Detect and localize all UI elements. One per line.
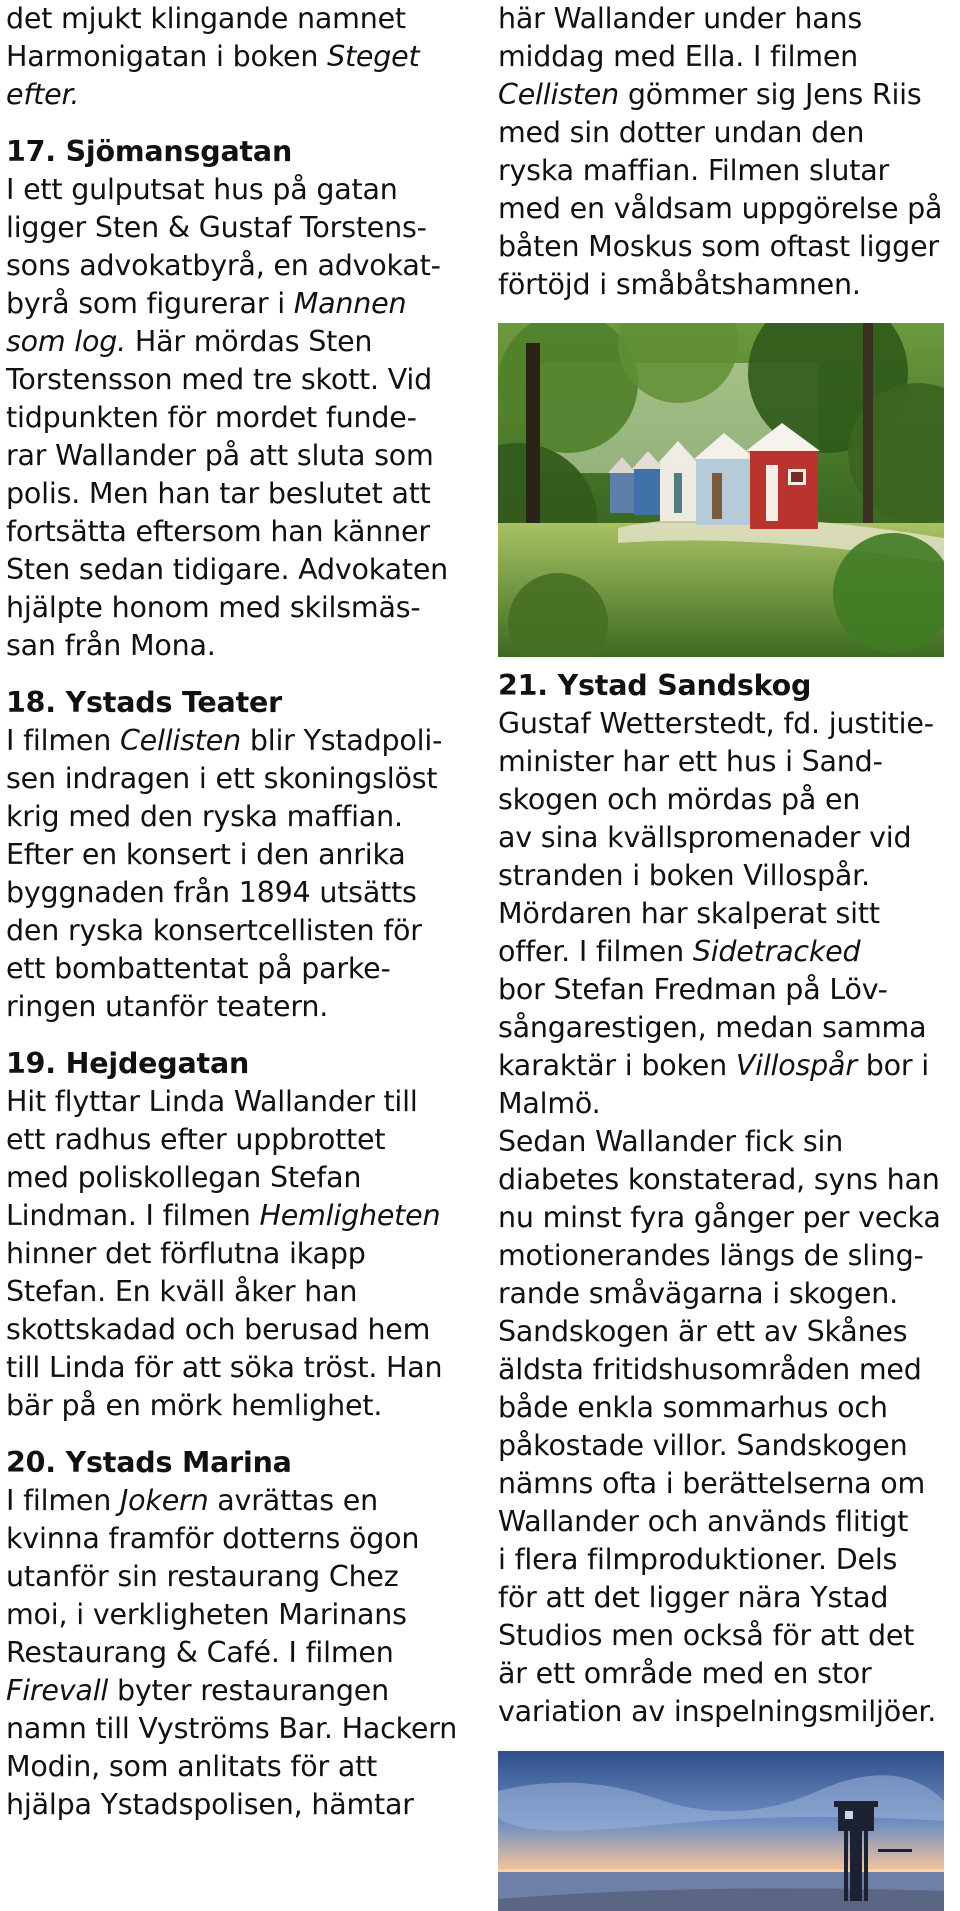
text-run: med poliskollegan Stefan [6, 1161, 362, 1194]
text-run: Stefan. En kväll åker han [6, 1275, 358, 1308]
section-heading [498, 667, 954, 705]
text-run: hjälpte honom med skilsmäs- [6, 591, 421, 624]
text-run: för att det ligger nära Ystad [498, 1581, 889, 1614]
text-line [6, 1748, 488, 1786]
text-run: avrättas en [208, 1484, 378, 1517]
text-run: Sandskogen är ett av Skånes [498, 1315, 908, 1348]
italic-title: efter. [6, 78, 80, 111]
text-run: utanför sin restaurang Chez [6, 1560, 399, 1593]
text-line [498, 1123, 954, 1161]
text-line [498, 1313, 954, 1351]
text-run: med sin dotter undan den [498, 116, 865, 149]
text-run: Lindman. I filmen [6, 1199, 260, 1232]
text-line [498, 1009, 954, 1047]
text-line [498, 1047, 954, 1085]
text-line [6, 1083, 488, 1121]
text-run: diabetes konstaterad, syns han [498, 1163, 940, 1196]
text-run: Wallander och används flitigt [498, 1505, 909, 1538]
text-line [6, 1387, 488, 1425]
italic-title: Firevall [6, 1674, 109, 1707]
text-run: förtöjd i småbåtshamnen. [498, 268, 861, 301]
text-run: till Linda för att söka tröst. Han [6, 1351, 443, 1384]
text-line [6, 323, 488, 361]
text-run: är ett område med en stor [498, 1657, 872, 1690]
text-line [6, 247, 488, 285]
text-run: Hit flyttar Linda Wallander till [6, 1085, 418, 1118]
text-run: Sedan Wallander fick sin [498, 1125, 844, 1158]
text-run: Gustaf Wetterstedt, fd. justitie- [498, 707, 934, 740]
text-run: bor i [856, 1049, 929, 1082]
text-run: 21. Ystad Sandskog [498, 669, 812, 702]
text-line [498, 114, 954, 152]
text-line [6, 1273, 488, 1311]
right-column-bottom-text [498, 667, 954, 1731]
text-run: Här mördas Sten [126, 325, 373, 358]
paragraph-gap [6, 1026, 488, 1045]
text-line [498, 1085, 954, 1123]
text-run: byrå som figurerar i [6, 287, 294, 320]
text-line [498, 152, 954, 190]
text-line [6, 627, 488, 665]
text-line [498, 857, 954, 895]
text-line [6, 1121, 488, 1159]
text-line [498, 228, 954, 266]
text-run: både enkla sommarhus och [498, 1391, 888, 1424]
text-line [498, 1161, 954, 1199]
text-run: krig med den ryska maffian. [6, 800, 403, 833]
text-line [498, 1237, 954, 1275]
text-run: byter restaurangen [108, 1674, 389, 1707]
text-line [6, 513, 488, 551]
text-run: ligger Sten & Gustaf Torstens- [6, 211, 427, 244]
text-run: middag med Ella. I filmen [498, 40, 859, 73]
text-line [6, 1672, 488, 1710]
text-run: sångarestigen, medan samma [498, 1011, 927, 1044]
text-line [498, 1199, 954, 1237]
text-run: hinner det förflutna ikapp [6, 1237, 366, 1270]
text-run: Harmonigatan i boken [6, 40, 328, 73]
text-run: Sten sedan tidigare. Advokaten [6, 553, 449, 586]
text-line [6, 988, 488, 1026]
text-run: fortsätta eftersom han känner [6, 515, 430, 548]
text-line [6, 399, 488, 437]
italic-title: Steget [327, 40, 420, 73]
text-run: det mjukt klingande namnet [6, 2, 406, 35]
section-heading [6, 133, 488, 171]
italic-title: som log. [6, 325, 127, 358]
italic-title: Sidetracked [692, 935, 861, 968]
text-run: bor Stefan Fredman på Löv- [498, 973, 888, 1006]
text-line [6, 1197, 488, 1235]
text-line [6, 475, 488, 513]
text-line [498, 1351, 954, 1389]
italic-title: Cellisten [119, 724, 241, 757]
italic-title: Hemligheten [259, 1199, 441, 1232]
text-line [498, 705, 954, 743]
text-run: karaktär i boken [498, 1049, 736, 1082]
text-run: Malmö. [498, 1087, 601, 1120]
paragraph-gap [6, 1425, 488, 1444]
text-line [6, 1596, 488, 1634]
text-line [6, 1710, 488, 1748]
text-run: nämns ofta i berättelserna om [498, 1467, 926, 1500]
text-line [498, 1693, 954, 1731]
text-run: Efter en konsert i den anrika [6, 838, 406, 871]
text-run: av sina kvällspromenader vid [498, 821, 912, 854]
text-line [6, 437, 488, 475]
text-run: ett radhus efter uppbrottet [6, 1123, 386, 1156]
text-line [498, 0, 954, 38]
text-line [6, 1311, 488, 1349]
text-run: 17. Sjömansgatan [6, 135, 293, 168]
text-line [6, 1634, 488, 1672]
text-run: rande småvägarna i skogen. [498, 1277, 898, 1310]
text-run: 19. Hejdegatan [6, 1047, 250, 1080]
text-line [6, 1786, 488, 1824]
paragraph-gap [6, 114, 488, 133]
text-line [498, 1579, 954, 1617]
italic-title: Jokern [119, 1484, 209, 1517]
text-line [498, 1427, 954, 1465]
text-run: båten Moskus som oftast ligger [498, 230, 939, 263]
text-line [6, 950, 488, 988]
text-run: ett bombattentat på parke- [6, 952, 391, 985]
text-line [6, 551, 488, 589]
text-line [498, 1655, 954, 1693]
text-run: sen indragen i ett skoningslöst [6, 762, 438, 795]
text-line [498, 1541, 954, 1579]
text-line [6, 836, 488, 874]
sunset-lifeguard-tower-photo [498, 1751, 944, 1911]
text-run: nu minst fyra gånger per vecka [498, 1201, 941, 1234]
text-line [498, 743, 954, 781]
paragraph-gap [6, 665, 488, 684]
text-line [6, 589, 488, 627]
text-run: I filmen [6, 724, 120, 757]
text-line [6, 171, 488, 209]
italic-title: Villospår [735, 1049, 857, 1082]
text-line [498, 1465, 954, 1503]
text-line [6, 1482, 488, 1520]
italic-title: Mannen [293, 287, 407, 320]
text-run: variation av inspelningsmiljöer. [498, 1695, 937, 1728]
text-line [6, 1159, 488, 1197]
text-run: san från Mona. [6, 629, 216, 662]
text-line [498, 781, 954, 819]
text-run: 18. Ystads Teater [6, 686, 282, 719]
text-run: den ryska konsertcellisten för [6, 914, 422, 947]
text-line [498, 1617, 954, 1655]
text-line [6, 722, 488, 760]
text-run: bär på en mörk hemlighet. [6, 1389, 383, 1422]
text-run: Modin, som anlitats för att [6, 1750, 378, 1783]
text-run: sons advokatbyrå, en advokat- [6, 249, 441, 282]
right-column-top-text [498, 0, 954, 304]
text-line [6, 0, 488, 38]
text-line [498, 819, 954, 857]
text-run: skogen och mördas på en [498, 783, 861, 816]
text-run: Restaurang & Café. I filmen [6, 1636, 394, 1669]
section-heading [6, 1045, 488, 1083]
text-run: med en våldsam uppgörelse på [498, 192, 943, 225]
text-run: gömmer sig Jens Riis [619, 78, 922, 111]
text-run: I filmen [6, 1484, 120, 1517]
right-column [498, 0, 954, 1911]
text-run: tidpunkten för mordet funde- [6, 401, 417, 434]
text-run: kvinna framför dotterns ögon [6, 1522, 420, 1555]
left-column [6, 0, 488, 1824]
text-run: här Wallander under hans [498, 2, 863, 35]
beach-huts-photo [498, 323, 944, 657]
text-run: blir Ystadpoli- [240, 724, 443, 757]
text-run: namn till Vyströms Bar. Hackern [6, 1712, 458, 1745]
text-line [6, 760, 488, 798]
text-run: I ett gulputsat hus på gatan [6, 173, 398, 206]
section-heading [6, 1444, 488, 1482]
text-line [498, 1275, 954, 1313]
text-line [498, 1389, 954, 1427]
text-line [498, 971, 954, 1009]
text-line [6, 1558, 488, 1596]
text-line [6, 285, 488, 323]
text-run: minister har ett hus i Sand- [498, 745, 883, 778]
italic-title: Cellisten [498, 78, 620, 111]
text-run: påkostade villor. Sandskogen [498, 1429, 908, 1462]
text-line [498, 1503, 954, 1541]
text-line [6, 361, 488, 399]
text-run: motionerandes längs de sling- [498, 1239, 924, 1272]
text-run: skottskadad och berusad hem [6, 1313, 431, 1346]
text-line [6, 1235, 488, 1273]
text-line [6, 76, 488, 114]
text-run: moi, i verkligheten Marinans [6, 1598, 407, 1631]
text-run: äldsta fritidshusområden med [498, 1353, 922, 1386]
text-line [498, 933, 954, 971]
text-run: i flera filmproduktioner. Dels [498, 1543, 898, 1576]
text-line [6, 209, 488, 247]
text-run: rar Wallander på att sluta som [6, 439, 434, 472]
text-run: offer. I filmen [498, 935, 693, 968]
text-run: ryska maffian. Filmen slutar [498, 154, 889, 187]
text-line [6, 874, 488, 912]
text-run: Mördaren har skalperat sitt [498, 897, 880, 930]
text-run: hjälpa Ystadspolisen, hämtar [6, 1788, 414, 1821]
section-heading [6, 684, 488, 722]
text-run: ringen utanför teatern. [6, 990, 329, 1023]
text-line [498, 266, 954, 304]
text-run: stranden i boken Villospår. [498, 859, 870, 892]
text-line [6, 38, 488, 76]
text-line [6, 798, 488, 836]
text-line [6, 912, 488, 950]
text-run: 20. Ystads Marina [6, 1446, 292, 1479]
text-line [498, 76, 954, 114]
text-run: Studios men också för att det [498, 1619, 915, 1652]
text-line [6, 1349, 488, 1387]
text-line [6, 1520, 488, 1558]
text-line [498, 190, 954, 228]
text-run: polis. Men han tar beslutet att [6, 477, 431, 510]
text-run: byggnaden från 1894 utsätts [6, 876, 417, 909]
text-line [498, 38, 954, 76]
text-run: Torstensson med tre skott. Vid [6, 363, 433, 396]
text-line [498, 895, 954, 933]
